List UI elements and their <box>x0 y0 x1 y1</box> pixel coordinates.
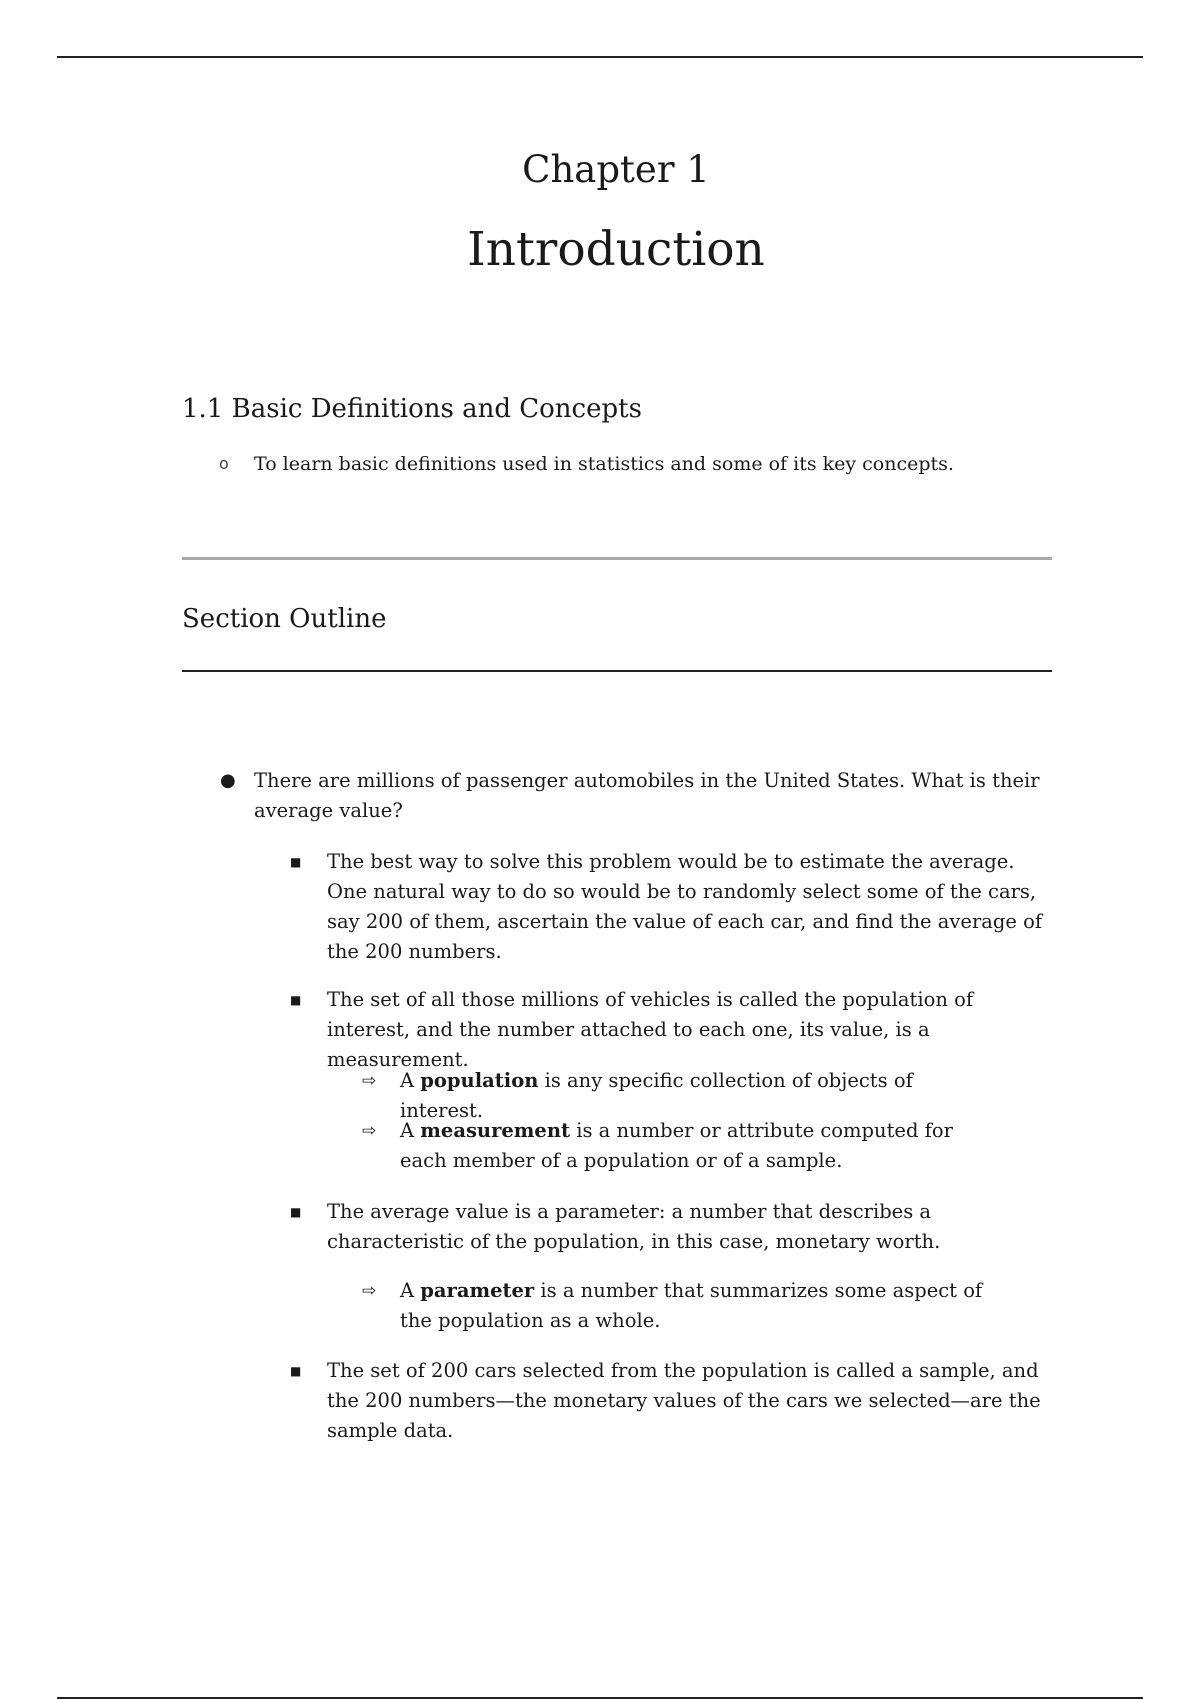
definition-text: is any specific collection of objects of interest. <box>400 1069 913 1122</box>
divider-black <box>182 670 1052 672</box>
definition-term: measurement <box>420 1119 571 1142</box>
top-rule <box>57 56 1143 58</box>
list-item-text: The average value is a parameter: a number that describes a characteristic of the population, in this case, monetary worth. <box>327 1200 941 1253</box>
arrow-bullet-icon: ⇨ <box>362 1281 377 1301</box>
definition-lead: A <box>400 1279 421 1302</box>
divider-gray <box>182 557 1052 560</box>
square-bullet-icon: ■ <box>290 1364 302 1378</box>
list-item-text: The set of 200 cars selected from the population is called a sample, and the 200 numbers—the monetary values of the cars we selected—are the sample data. <box>327 1359 1041 1442</box>
arrow-bullet-icon: ⇨ <box>362 1121 377 1141</box>
list-item-parameter <box>290 1197 1057 1257</box>
arrow-bullet-icon: ⇨ <box>362 1071 377 1091</box>
square-bullet-icon: ■ <box>290 1205 302 1219</box>
list-item-population-of-interest <box>290 985 1057 1075</box>
bottom-rule <box>57 1697 1143 1699</box>
list-item-estimate <box>290 847 1057 967</box>
list-item-sample <box>290 1356 1057 1446</box>
list-item-text: The best way to solve this problem would be to estimate the average. One natural way to do so would be to randomly select some of the cars, say 200 of them, ascertain the value of each car, and find the average of the 200 numbers. <box>327 850 1043 963</box>
definition-lead: A <box>400 1069 421 1092</box>
definition-term: population <box>420 1069 539 1092</box>
definition-parameter <box>362 1276 1000 1336</box>
square-bullet-icon: ■ <box>290 855 302 869</box>
list-item-automobiles <box>220 766 1054 826</box>
definition-measurement <box>362 1116 1000 1176</box>
definition-text: is a number that summarizes some aspect of the population as a whole. <box>400 1279 983 1332</box>
objective-text: To learn basic definitions used in statistics and some of its key concepts. <box>254 453 954 475</box>
list-item-text: The set of all those millions of vehicles is called the population of interest, and the number attached to each one, its value, is a measurement. <box>327 988 974 1071</box>
list-item-text: There are millions of passenger automobiles in the United States. What is their average value? <box>254 769 1040 822</box>
definition-term: parameter <box>420 1279 535 1302</box>
definition-lead: A <box>400 1119 421 1142</box>
definition-text: is a number or attribute computed for each member of a population or of a sample. <box>400 1119 953 1172</box>
hollow-circle-bullet-icon: o <box>219 454 229 473</box>
section-title: 1.1 Basic Definitions and Concepts <box>182 394 642 424</box>
chapter-label: Chapter 1 <box>522 148 710 191</box>
round-bullet-icon: ● <box>220 770 236 791</box>
section-outline-title: Section Outline <box>182 604 387 634</box>
chapter-title: Introduction <box>467 222 765 277</box>
square-bullet-icon: ■ <box>290 993 302 1007</box>
